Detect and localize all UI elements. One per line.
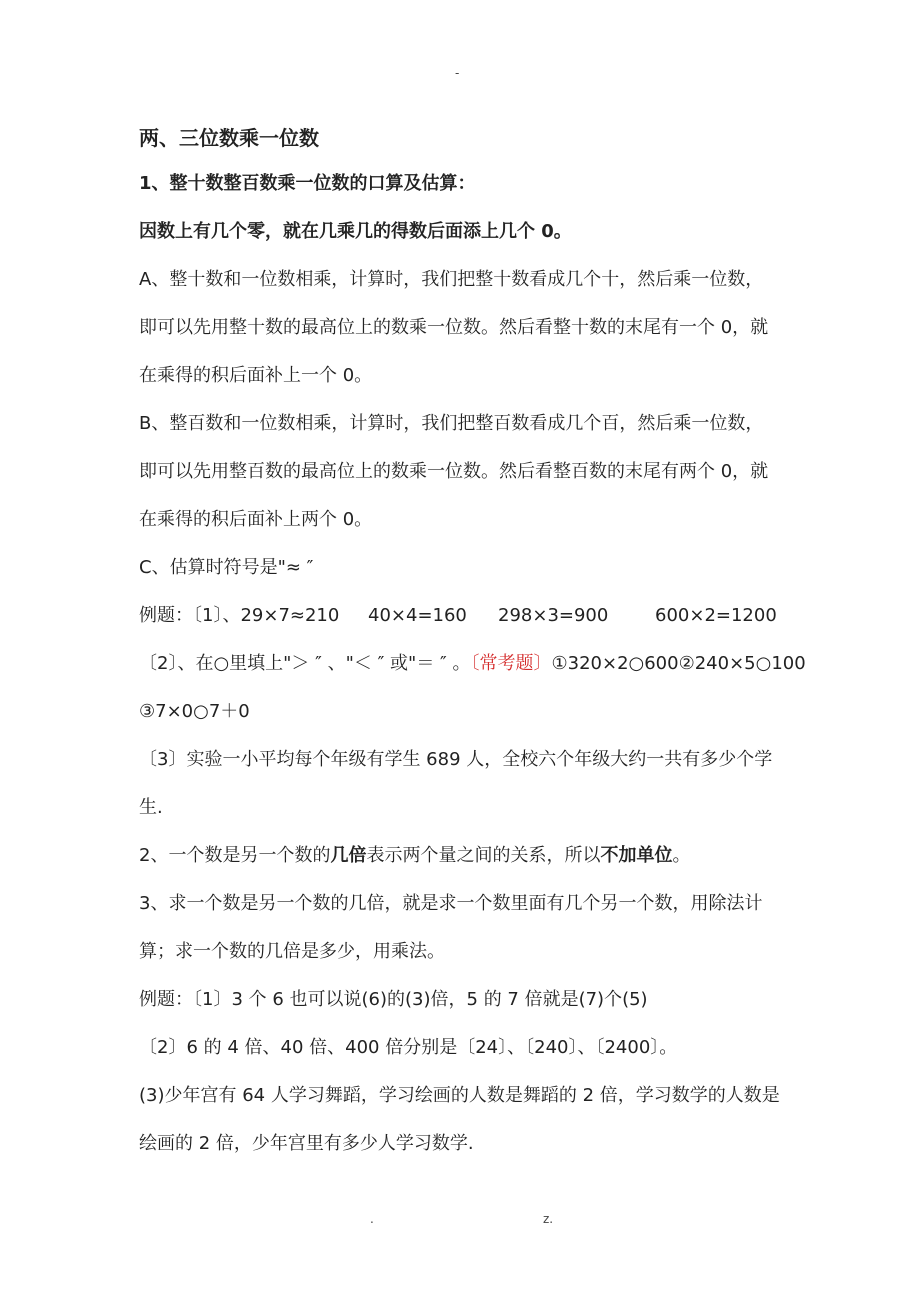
section2-text: 表示两个量之间的关系，所以: [366, 845, 601, 866]
section2-paragraph: [139, 832, 784, 880]
example2-row: [139, 640, 806, 688]
paragraph-a-line: 即可以先用整十数的最高位上的数乘一位数。然后看整十数的末尾有一个 0，就: [139, 317, 769, 338]
paragraph-b-line: 即可以先用整百数的最高位上的数乘一位数。然后看整百数的末尾有两个 0，就: [139, 461, 769, 482]
section2-emphasis: 几倍: [330, 845, 367, 866]
section3-example3-line: 绘画的 2 倍，少年宫里有多少人学习数学.: [139, 1133, 474, 1154]
section3-line: 3、求一个数是另一个数的几倍，就是求一个数里面有几个另一个数，用除法计: [139, 893, 763, 914]
example2-continued: ③7×0○7＋0: [139, 701, 250, 722]
section3-example2: 〔2〕6 的 4 倍、40 倍、400 倍分别是〔24〕、〔240〕、〔2400〕。: [139, 1037, 678, 1058]
section1-rule: 因数上有几个零，就在几乘几的得数后面添上几个 0。: [139, 221, 572, 242]
paragraph-b-line: 在乘得的积后面补上两个 0。: [139, 509, 373, 530]
header-mark: -: [455, 66, 460, 80]
section2-text: 2、一个数是另一个数的: [139, 845, 331, 866]
footer-mark-right: z.: [543, 1212, 554, 1226]
example3-line: 生.: [139, 797, 163, 818]
section3-example3-line: (3)少年宫有 64 人学习舞蹈，学习绘画的人数是舞蹈的 2 倍，学习数学的人数是: [139, 1085, 780, 1106]
document-body: [139, 118, 806, 1168]
example2-text: 〔2〕、在○里填上"＞ ″ 、"＜ ″ 或"＝ ″ 。: [139, 653, 471, 674]
example2-expressions: ①320×2○600②240×5○100: [551, 653, 806, 674]
footer-mark-left: .: [370, 1212, 374, 1226]
example1-item: 例题：〔1〕、29×7≈210: [139, 605, 340, 626]
example3-line: 〔3〕实验一小平均每个年级有学生 689 人，全校六个年级大约一共有多少个学: [139, 749, 773, 770]
section2-emphasis: 不加单位: [600, 845, 673, 866]
common-question-tag: 〔常考题〕: [470, 653, 552, 674]
section3-example1: 例题：〔1〕3 个 6 也可以说(6)的(3)倍，5 的 7 倍就是(7)个(5): [139, 989, 648, 1010]
section2-text: 。: [672, 845, 691, 866]
page-title: 两、三位数乘一位数: [139, 126, 319, 150]
paragraph-a-line: 在乘得的积后面补上一个 0。: [139, 365, 373, 386]
paragraph-b-line: B、整百数和一位数相乘，计算时，我们把整百数看成几个百，然后乘一位数，: [139, 413, 764, 434]
paragraph-a-line: A、整十数和一位数相乘，计算时，我们把整十数看成几个十，然后乘一位数，: [139, 269, 764, 290]
example1-row: [139, 592, 784, 640]
example1-item: 600×2=1200: [655, 605, 777, 626]
paragraph-c: C、估算时符号是"≈ ″: [139, 557, 314, 578]
example1-item: 298×3=900: [498, 605, 609, 626]
example1-item: 40×4=160: [368, 605, 467, 626]
section1-heading: 1、整十数整百数乘一位数的口算及估算：: [139, 173, 476, 194]
section3-line: 算；求一个数的几倍是多少，用乘法。: [139, 941, 445, 962]
